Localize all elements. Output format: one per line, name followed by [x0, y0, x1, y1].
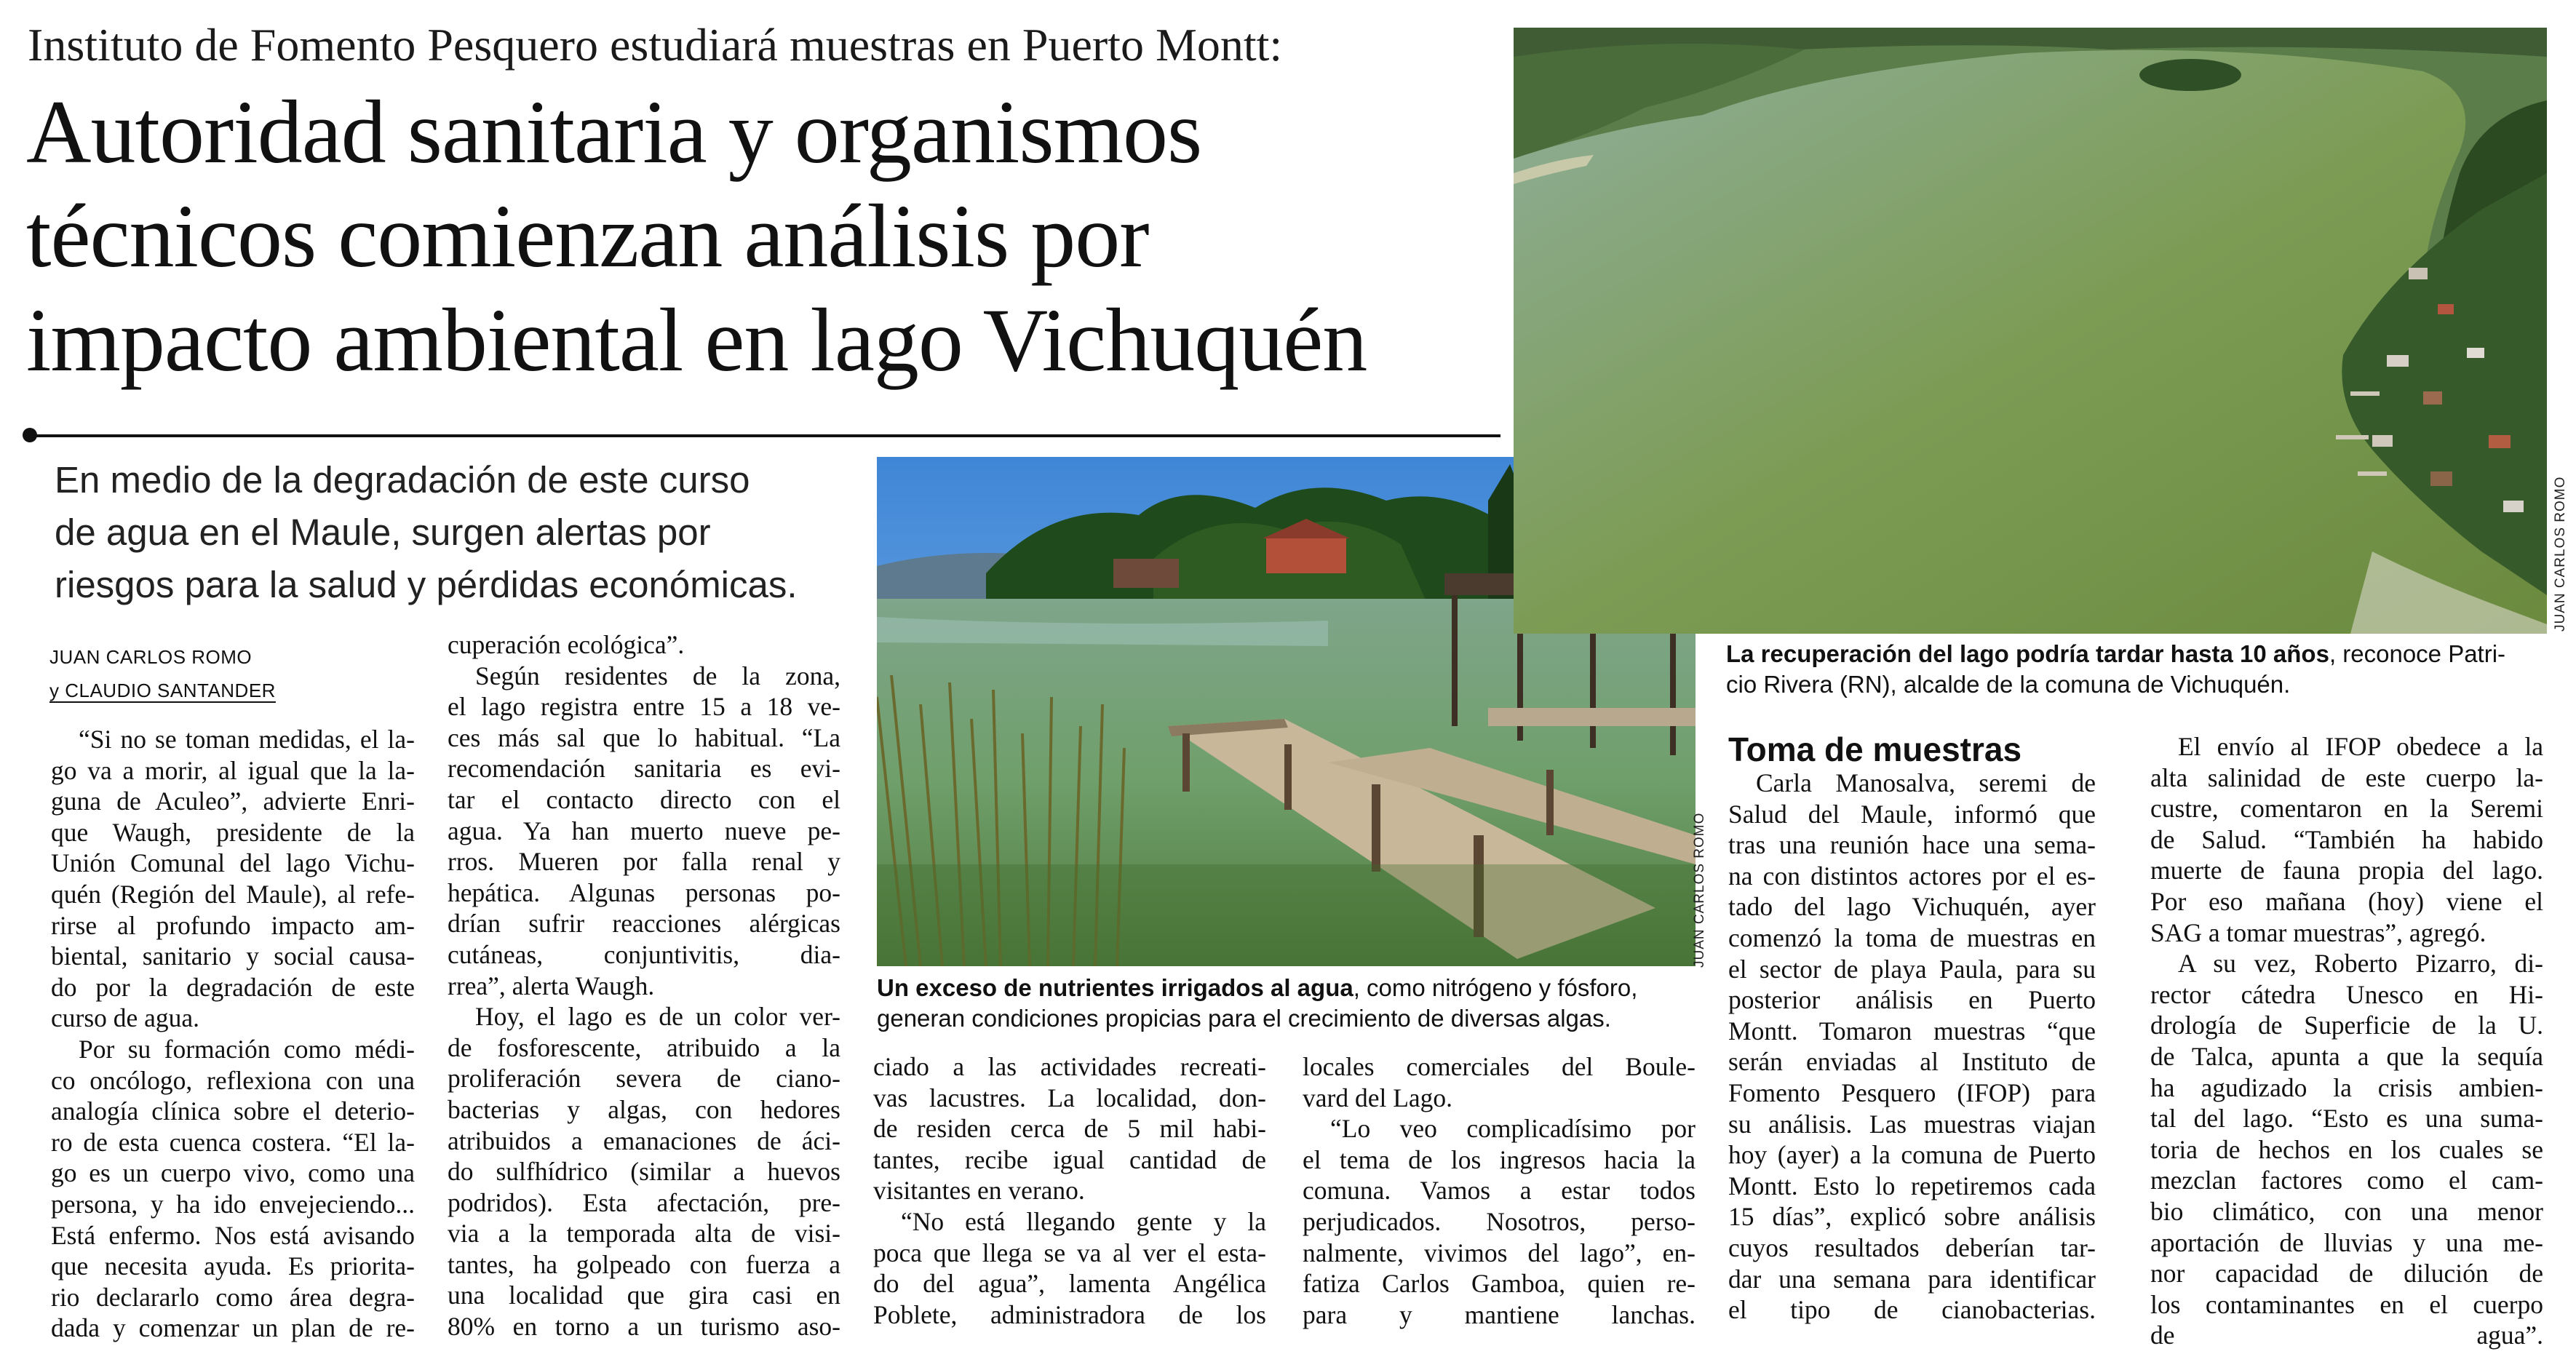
- body-line: vas lacustres. La localidad, don-: [873, 1083, 1266, 1112]
- body-line: El envío al IFOP obedece a la: [2178, 732, 2543, 761]
- body-line: cuyos resultados deberían tar-: [1728, 1232, 2096, 1262]
- body-line: de residen cerca de 5 mil habi-: [873, 1114, 1266, 1144]
- body-line: Poblete, administradora de los: [873, 1299, 1266, 1329]
- body-line: drían sufrir reacciones alérgicas: [448, 909, 840, 939]
- body-line: para y mantiene lanchas.: [1303, 1299, 1696, 1329]
- body-line: Carla Manosalva, seremi de: [1756, 768, 2096, 797]
- body-line: muerte de fauna propia del lago.: [2150, 856, 2543, 885]
- body-line: via a la temporada alta de visi-: [448, 1219, 840, 1248]
- body-line: cutáneas, conjuntivitis, dia-: [448, 939, 840, 969]
- body-line: recomendación sanitaria es evi-: [448, 754, 840, 784]
- body-line: visitantes en verano.: [873, 1176, 1085, 1206]
- body-line: proliferación severa de ciano-: [448, 1064, 840, 1094]
- body-line: quén (Región del Maule), al refe-: [51, 879, 415, 909]
- body-line: vard del Lago.: [1303, 1083, 1453, 1112]
- body-line: go es un cuerpo vivo, como una: [51, 1158, 415, 1188]
- body-line: tal del lago. “Esto es una suma-: [2150, 1104, 2543, 1134]
- lede: [55, 454, 862, 611]
- body-line: agua. Ya han muerto nueve pe-: [448, 816, 840, 845]
- caption-bold: La recuperación del lago podría tardar hasta 10 años: [1726, 640, 2329, 667]
- headline-line: impacto ambiental en lago Vichuquén: [26, 290, 1367, 390]
- body-line: ro de esta cuenca costera. “El la-: [51, 1127, 415, 1157]
- body-line: guna de Aculeo”, advierte Enri-: [51, 786, 415, 816]
- body-line: fatiza Carlos Gamboa, quien re-: [1303, 1269, 1696, 1299]
- body-line: de Salud. “También ha habido: [2150, 824, 2543, 854]
- body-line: Montt. Esto lo repetiremos cada: [1728, 1171, 2096, 1200]
- body-line: Por eso mañana (hoy) viene el: [2150, 886, 2543, 916]
- body-column-1: [51, 724, 415, 1344]
- body-line: cuperación ecológica”.: [448, 630, 685, 659]
- body-line: el tema de los ingresos hacia la: [1303, 1144, 1696, 1174]
- subhead-toma-de-muestras: Toma de muestras: [1728, 730, 2022, 768]
- body-line: poca que llega se va al ver el esta-: [873, 1238, 1266, 1267]
- body-line: Fomento Pesquero (IFOP) para: [1728, 1078, 2096, 1107]
- body-line: que Waugh, presidente de la: [51, 817, 415, 847]
- caption-text: , como nitrógeno y fósforo,: [1353, 974, 1638, 1001]
- body-line: drología de Superficie de la U.: [2150, 1011, 2543, 1040]
- aerial-lake-illustration: [1514, 28, 2547, 634]
- body-line: comenzó la toma de muestras en: [1728, 923, 2096, 952]
- body-column-3: [873, 1051, 1266, 1330]
- body-line: tado del lago Vichuquén, ayer: [1728, 892, 2096, 922]
- pier-photo-credit: JUAN CARLOS ROMO: [1692, 812, 1707, 968]
- body-line: Hoy, el lago es de un color ver-: [475, 1002, 840, 1032]
- body-line: alta salinidad de este cuerpo la-: [2150, 762, 2543, 792]
- body-line: comuna. Vamos a estar todos: [1303, 1176, 1696, 1206]
- body-line: una localidad que gira casi en: [448, 1281, 840, 1310]
- pier-photo-caption: [877, 973, 1699, 1034]
- aerial-lake-photo: [1514, 28, 2547, 634]
- body-line: tantes, recibe igual cantidad de: [873, 1144, 1266, 1174]
- body-line: nor capacidad de dilución de: [2150, 1259, 2543, 1289]
- body-line: posterior análisis en Puerto: [1728, 985, 2096, 1015]
- lede-line: de agua en el Maule, surgen alertas por: [55, 511, 711, 553]
- body-line: “Si no se toman medidas, el la-: [79, 725, 415, 754]
- body-line: de Talca, apunta a que la sequía: [2150, 1041, 2543, 1071]
- body-line: bio climático, con una menor: [2150, 1196, 2543, 1226]
- body-line: rros. Mueren por falla renal y: [448, 847, 840, 877]
- body-line: SAG a tomar muestras”, agregó.: [2150, 917, 2486, 947]
- headline: [26, 80, 1503, 392]
- caption-line: [877, 973, 1699, 1003]
- body-column-2: [448, 629, 840, 1342]
- body-line: co oncólogo, reflexiona con una: [51, 1065, 415, 1095]
- body-column-5: [1728, 768, 2096, 1326]
- body-line: rrea”, alerta Waugh.: [448, 971, 655, 1000]
- body-line: custre, comentaron en la Seremi: [2150, 794, 2543, 824]
- body-line: de fosforescente, atribuido a la: [448, 1032, 840, 1062]
- body-line: el sector de playa Paula, para su: [1728, 954, 2096, 984]
- body-line: do sulfhídrico (similar a huevos: [448, 1157, 840, 1187]
- caption-bold: Un exceso de nutrientes irrigados al agua: [877, 974, 1353, 1001]
- body-line: tras una reunión hace una sema-: [1728, 830, 2096, 860]
- body-line: su análisis. Las muestras viajan: [1728, 1109, 2096, 1139]
- body-line: podridos). Esta afectación, pre-: [448, 1187, 840, 1217]
- body-line: Por su formación como médi-: [79, 1034, 415, 1064]
- aerial-photo-credit: JUAN CARLOS ROMO: [2553, 476, 2568, 632]
- body-column-6: [2150, 731, 2543, 1351]
- body-line: na con distintos actores por el es-: [1728, 861, 2096, 891]
- body-column-4: [1303, 1051, 1696, 1330]
- body-line: analogía clínica sobre el deterio-: [51, 1096, 415, 1126]
- lede-line: riesgos para la salud y pérdidas económicas.: [55, 564, 798, 605]
- body-line: do por la degradación de este: [51, 972, 415, 1002]
- body-line: Está enfermo. Nos está avisando: [51, 1220, 415, 1250]
- body-line: Según residentes de la zona,: [475, 661, 840, 690]
- body-line: curso de agua.: [51, 1003, 200, 1033]
- caption-line: [1726, 639, 2548, 669]
- byline-author-2: y CLAUDIO SANTANDER: [49, 680, 276, 701]
- body-line: “No está llegando gente y la: [901, 1206, 1266, 1236]
- body-line: mezclan factores como el cam-: [2150, 1166, 2543, 1195]
- body-line: locales comerciales del Boule-: [1303, 1052, 1696, 1081]
- divider-rule: [28, 434, 1500, 437]
- body-line: do del agua”, lamenta Angélica: [873, 1269, 1266, 1299]
- body-line: 80% en torno a un turismo aso-: [448, 1312, 840, 1342]
- body-line: los contaminantes en el cuerpo: [2150, 1289, 2543, 1319]
- body-line: tantes, ha golpeado con fuerza a: [448, 1249, 840, 1279]
- body-line: hepática. Algunas personas po-: [448, 877, 840, 907]
- body-line: rio declararlo como área degra-: [51, 1282, 415, 1312]
- body-line: serán enviadas al Instituto de: [1728, 1047, 2096, 1077]
- body-line: dada y comenzar un plan de re-: [51, 1313, 415, 1343]
- body-line: de agua”.: [2150, 1321, 2543, 1350]
- body-line: toria de hechos en los cuales se: [2150, 1134, 2543, 1164]
- caption-line: generan condiciones propicias para el crecimiento de diversas algas.: [877, 1005, 1611, 1032]
- body-line: ha agudizado la crisis ambien-: [2150, 1072, 2543, 1102]
- divider-dot: [23, 428, 37, 442]
- caption-text: , reconoce Patri-: [2329, 640, 2506, 667]
- byline-author-1: JUAN CARLOS ROMO: [49, 646, 253, 668]
- body-line: que necesita ayuda. Es priorita-: [51, 1251, 415, 1281]
- body-line: bacterias y algas, con hedores: [448, 1094, 840, 1124]
- body-line: ciado a las actividades recreati-: [873, 1052, 1266, 1081]
- body-line: atribuidos a emanaciones de áci-: [448, 1126, 840, 1155]
- body-line: rirse al profundo impacto am-: [51, 910, 415, 940]
- body-line: aportación de lluvias y una me-: [2150, 1227, 2543, 1257]
- body-line: el lago registra entre 15 a 18 ve-: [448, 692, 840, 722]
- body-line: ces más sal que lo habitual. “La: [448, 722, 840, 752]
- headline-line: Autoridad sanitaria y organismos: [26, 82, 1202, 182]
- body-line: “Lo veo complicadísimo por: [1330, 1114, 1696, 1144]
- kicker: Instituto de Fomento Pesquero estudiará muestras en Puerto Montt:: [28, 19, 1283, 71]
- body-line: tar el contacto directo con el: [448, 784, 840, 814]
- body-line: persona, y ha ido envejeciendo...: [51, 1189, 415, 1219]
- body-line: go va a morir, al igual que la la-: [51, 755, 415, 785]
- body-line: rector cátedra Unesco en Hi-: [2150, 979, 2543, 1009]
- body-line: Salud del Maule, informó que: [1728, 799, 2096, 829]
- byline: [49, 640, 442, 707]
- lede-line: En medio de la degradación de este curso: [55, 459, 750, 501]
- body-line: Montt. Tomaron muestras “que: [1728, 1016, 2096, 1046]
- body-line: nalmente, vivimos del lago”, en-: [1303, 1238, 1696, 1267]
- body-line: el tipo de cianobacterias.: [1728, 1295, 2096, 1325]
- body-line: A su vez, Roberto Pizarro, di-: [2178, 949, 2543, 979]
- headline-line: técnicos comienzan análisis por: [26, 186, 1149, 286]
- body-line: hoy (ayer) a la comuna de Puerto: [1728, 1140, 2096, 1170]
- body-line: Unión Comunal del lago Vichu-: [51, 848, 415, 878]
- body-line: 15 días”, explicó sobre análisis: [1728, 1202, 2096, 1232]
- caption-line: cio Rivera (RN), alcalde de la comuna de Vichuquén.: [1726, 671, 2291, 698]
- body-line: dar una semana para identificar: [1728, 1264, 2096, 1294]
- aerial-photo-caption: [1726, 639, 2548, 700]
- body-line: biental, sanitario y social causa-: [51, 941, 415, 971]
- body-line: perjudicados. Nosotros, perso-: [1303, 1206, 1696, 1236]
